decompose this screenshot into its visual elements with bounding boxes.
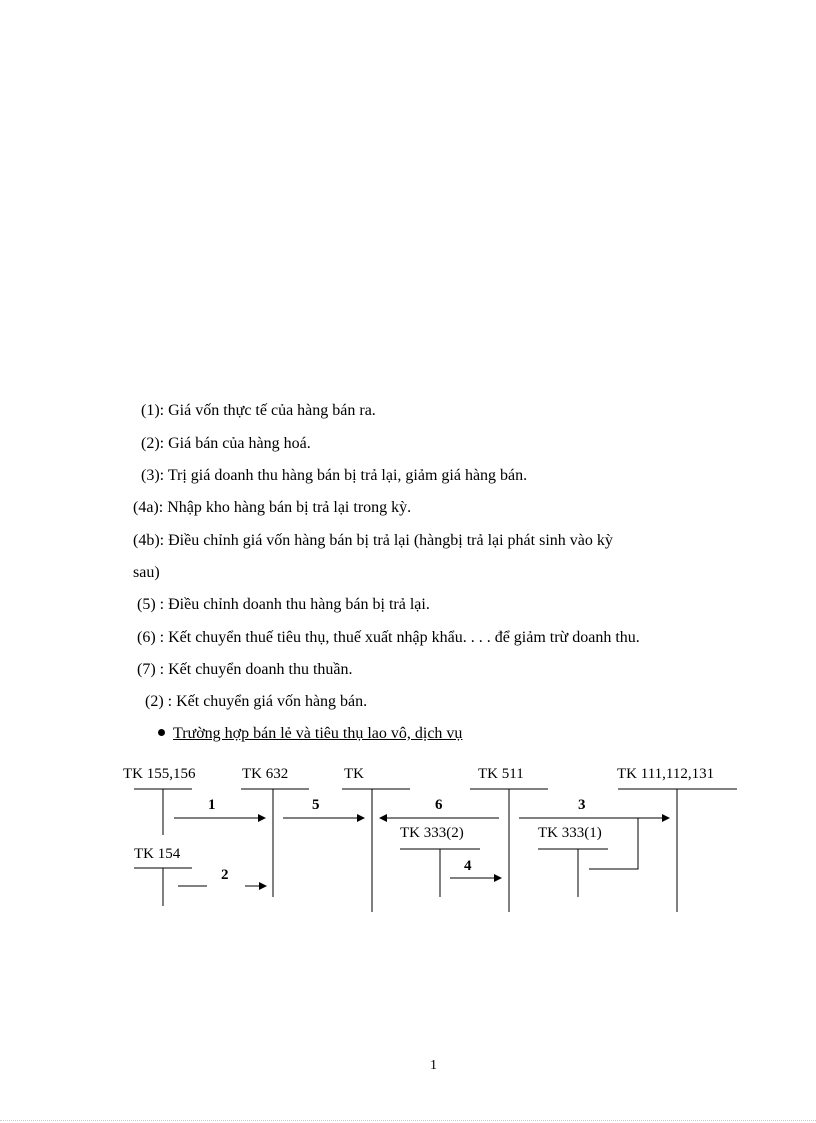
account-label-tk3331: TK 333(1) (538, 825, 602, 841)
legend-item-2b: (2) : Kết chuyển giá vốn hàng bán. (145, 693, 368, 710)
flow-label-6: 6 (435, 797, 443, 813)
legend-item-4b-continued: sau) (133, 564, 160, 581)
legend-item-3: (3): Trị giá doanh thu hàng bán bị trả lại, giảm giá hàng bán. (141, 467, 528, 484)
flow-label-5: 5 (312, 797, 320, 813)
legend-item-1: (1): Giá vốn thực tế của hàng bán ra. (141, 402, 376, 419)
flow-label-3: 3 (578, 797, 586, 813)
legend-item-6: (6) : Kết chuyển thuế tiêu thụ, thuế xuất nhập khẩu. . . . để giảm trừ doanh thu. (137, 629, 640, 646)
account-label-tk154: TK 154 (134, 846, 181, 862)
account-label-tk: TK (344, 766, 364, 782)
legend-item-7: (7) : Kết chuyển doanh thu thuần. (137, 661, 353, 678)
account-label-tk632: TK 632 (242, 766, 289, 782)
page-number: 1 (430, 1058, 437, 1073)
t-account-stems (163, 789, 677, 912)
section-heading-text: Trường hợp bán lẻ và tiêu thụ lao vô, dịch vụ (173, 725, 463, 742)
flow-label-2: 2 (221, 867, 229, 883)
legend-item-4a: (4a): Nhập kho hàng bán bị trả lại trong kỳ. (133, 499, 412, 516)
legend-item-5: (5) : Điều chỉnh doanh thu hàng bán bị trả lại. (137, 596, 430, 613)
account-label-tk511: TK 511 (478, 766, 524, 782)
legend-item-2: (2): Giá bán của hàng hoá. (141, 435, 311, 452)
footer-rule (0, 1120, 816, 1121)
account-label-tk111112131: TK 111,112,131 (617, 766, 715, 782)
legend-item-4b: (4b): Điều chỉnh giá vốn hàng bán bị trả lại (hàngbị trả lại phát sinh vào kỳ (133, 532, 613, 549)
flow-label-4: 4 (464, 858, 472, 874)
account-label-tk155156: TK 155,156 (123, 766, 196, 782)
flow-label-1: 1 (208, 797, 216, 813)
account-label-tk3332: TK 333(2) (400, 825, 464, 841)
